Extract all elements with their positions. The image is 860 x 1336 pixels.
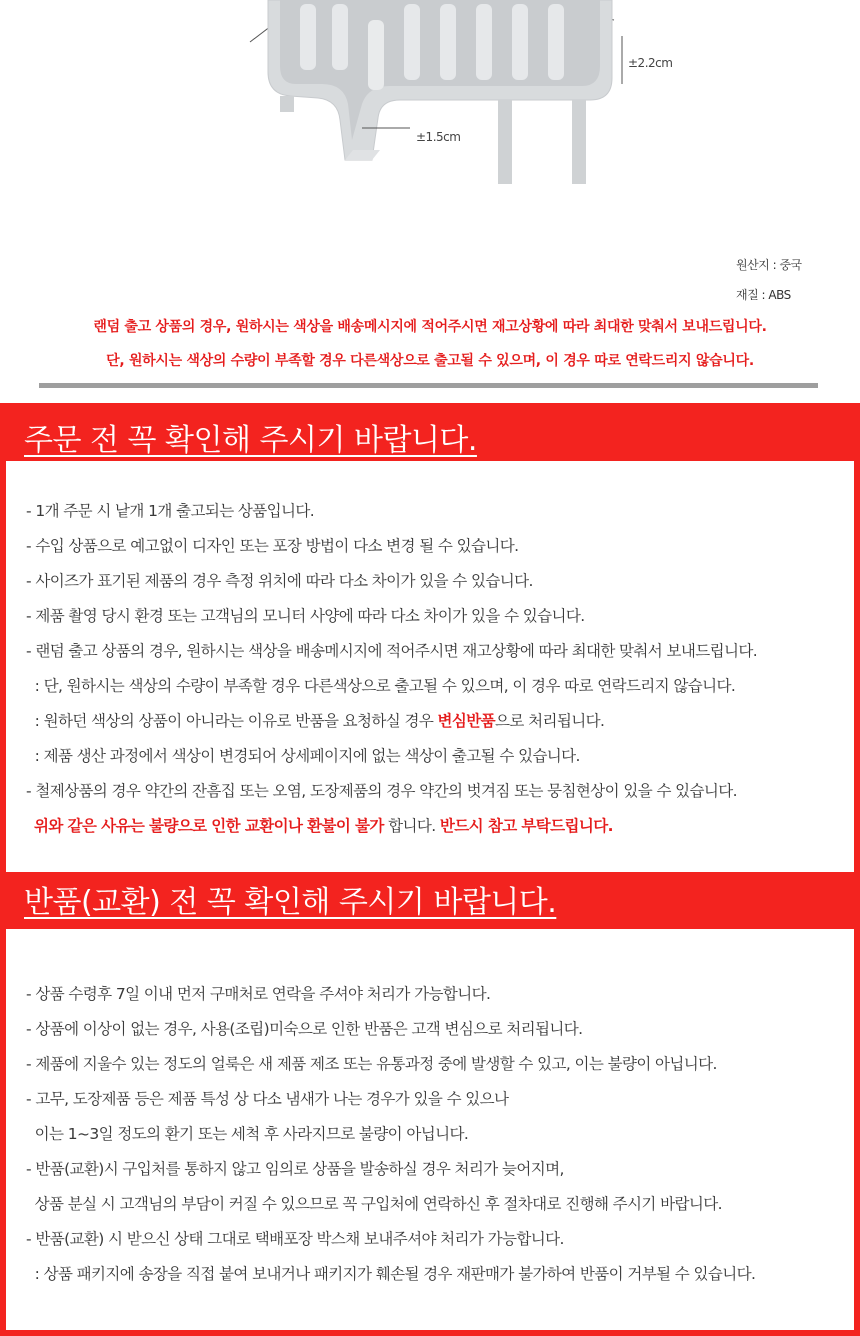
return-notice-line: - 고무, 도장제품 등은 제품 특성 상 다소 냄새가 나는 경우가 있을 수 있으나 [26,1090,509,1108]
change-of-mind-highlight: 변심반품 [437,712,496,730]
order-notice-line: - 사이즈가 표기된 제품의 경우 측정 위치에 따라 다소 차이가 있을 수 있습니다. [26,572,533,590]
return-notice-section [0,872,860,1336]
return-notice-line: : 상품 패키지에 송장을 직접 붙여 보내거나 패키지가 훼손될 경우 재판매가 불가하여 반품이 거부될 수 있습니다. [26,1265,756,1283]
random-shipping-note: 랜덤 출고 상품의 경우, 원하시는 색상을 배송메시지에 적어주시면 재고상황에 따라 최대한 맞춰서 보내드립니다. [93,319,767,335]
order-notice-body [6,461,854,872]
return-notice-line: 이는 1~3일 정도의 환기 또는 세척 후 사라지므로 불량이 아닙니다. [26,1125,469,1143]
order-notice-line: : 제품 생산 과정에서 색상이 변경되어 상세페이지에 없는 색상이 출고될 수 있습니다. [26,747,580,765]
order-notice-line: - 제품 촬영 당시 환경 또는 고객님의 모니터 사양에 따라 다소 차이가 있을 수 있습니다. [26,607,585,625]
return-notice-title: 반품(교환) 전 꼭 확인해 주시기 바랍니다. [24,885,557,920]
section-divider [39,383,818,388]
return-notice-line: - 상품 수령후 7일 이내 먼저 구매처로 연락을 주셔야 처리가 가능합니다. [26,985,491,1003]
order-notice-line: - 수입 상품으로 예고없이 디자인 또는 포장 방법이 다소 변경 될 수 있습니다. [26,537,519,555]
order-notice-line: - 철제상품의 경우 약간의 잔흠집 또는 오염, 도장제품의 경우 약간의 벗겨짐 또는 뭉침현상이 있을 수 있습니다. [26,782,737,800]
change-of-mind-line [26,709,604,731]
return-notice-line: - 반품(교환) 시 받으신 상태 그대로 택배포장 박스채 보내주셔야 처리가 가능합니다. [26,1230,564,1248]
order-notice-title: 주문 전 꼭 확인해 주시기 바랍니다. [24,423,477,458]
change-line-suffix: 으로 처리됩니다. [495,712,605,730]
stock-shortage-note: 단, 원하시는 색상의 수량이 부족할 경우 다른색상으로 출고될 수 있으며, 이 경우 따로 연락드리지 않습니다. [106,353,754,369]
warning-part-3: 반드시 참고 부탁드립니다. [439,817,613,835]
order-notice-line: - 1개 주문 시 낱개 1개 출고되는 상품입니다. [26,502,315,520]
origin-material: 재질 : ABS [736,288,791,302]
return-notice-body [6,929,854,1330]
product-image-area [0,0,860,300]
soap-dish-illustration [0,0,860,230]
order-notice-section [0,403,860,872]
order-notice-line: - 랜덤 출고 상품의 경우, 원하시는 색상을 배송메시지에 적어주시면 재고상황에 따라 최대한 맞춰서 보내드립니다. [26,642,758,660]
height-dimension-label: ±2.2cm [628,56,673,70]
spout-dimension-label: ±1.5cm [416,130,461,144]
return-notice-line: - 상품에 이상이 없는 경우, 사용(조립)미숙으로 인한 반품은 고객 변심으로 처리됩니다. [26,1020,583,1038]
warning-part-2: 합니다. [383,817,440,835]
order-notice-line: : 단, 원하시는 색상의 수량이 부족할 경우 다른색상으로 출고될 수 있으며, 이 경우 따로 연락드리지 않습니다. [26,677,736,695]
warning-part-1: 위와 같은 사유는 불량으로 인한 교환이나 환불이 불가 [34,817,384,835]
return-notice-line: - 제품에 지울수 있는 정도의 얼룩은 새 제품 제조 또는 유통과정 중에 발생할 수 있고, 이는 불량이 아닙니다. [26,1055,717,1073]
no-refund-warning [34,814,613,836]
change-line-prefix: : 원하던 색상의 상품이 아니라는 이유로 반품을 요청하실 경우 [26,712,438,730]
return-notice-line: - 반품(교환)시 구입처를 통하지 않고 임의로 상품을 발송하실 경우 처리가 늦어지며, [26,1160,564,1178]
return-notice-line: 상품 분실 시 고객님의 부담이 커질 수 있으므로 꼭 구입처에 연락하신 후 절차대로 진행해 주시기 바랍니다. [26,1195,722,1213]
origin-country: 원산지 : 중국 [736,258,802,272]
